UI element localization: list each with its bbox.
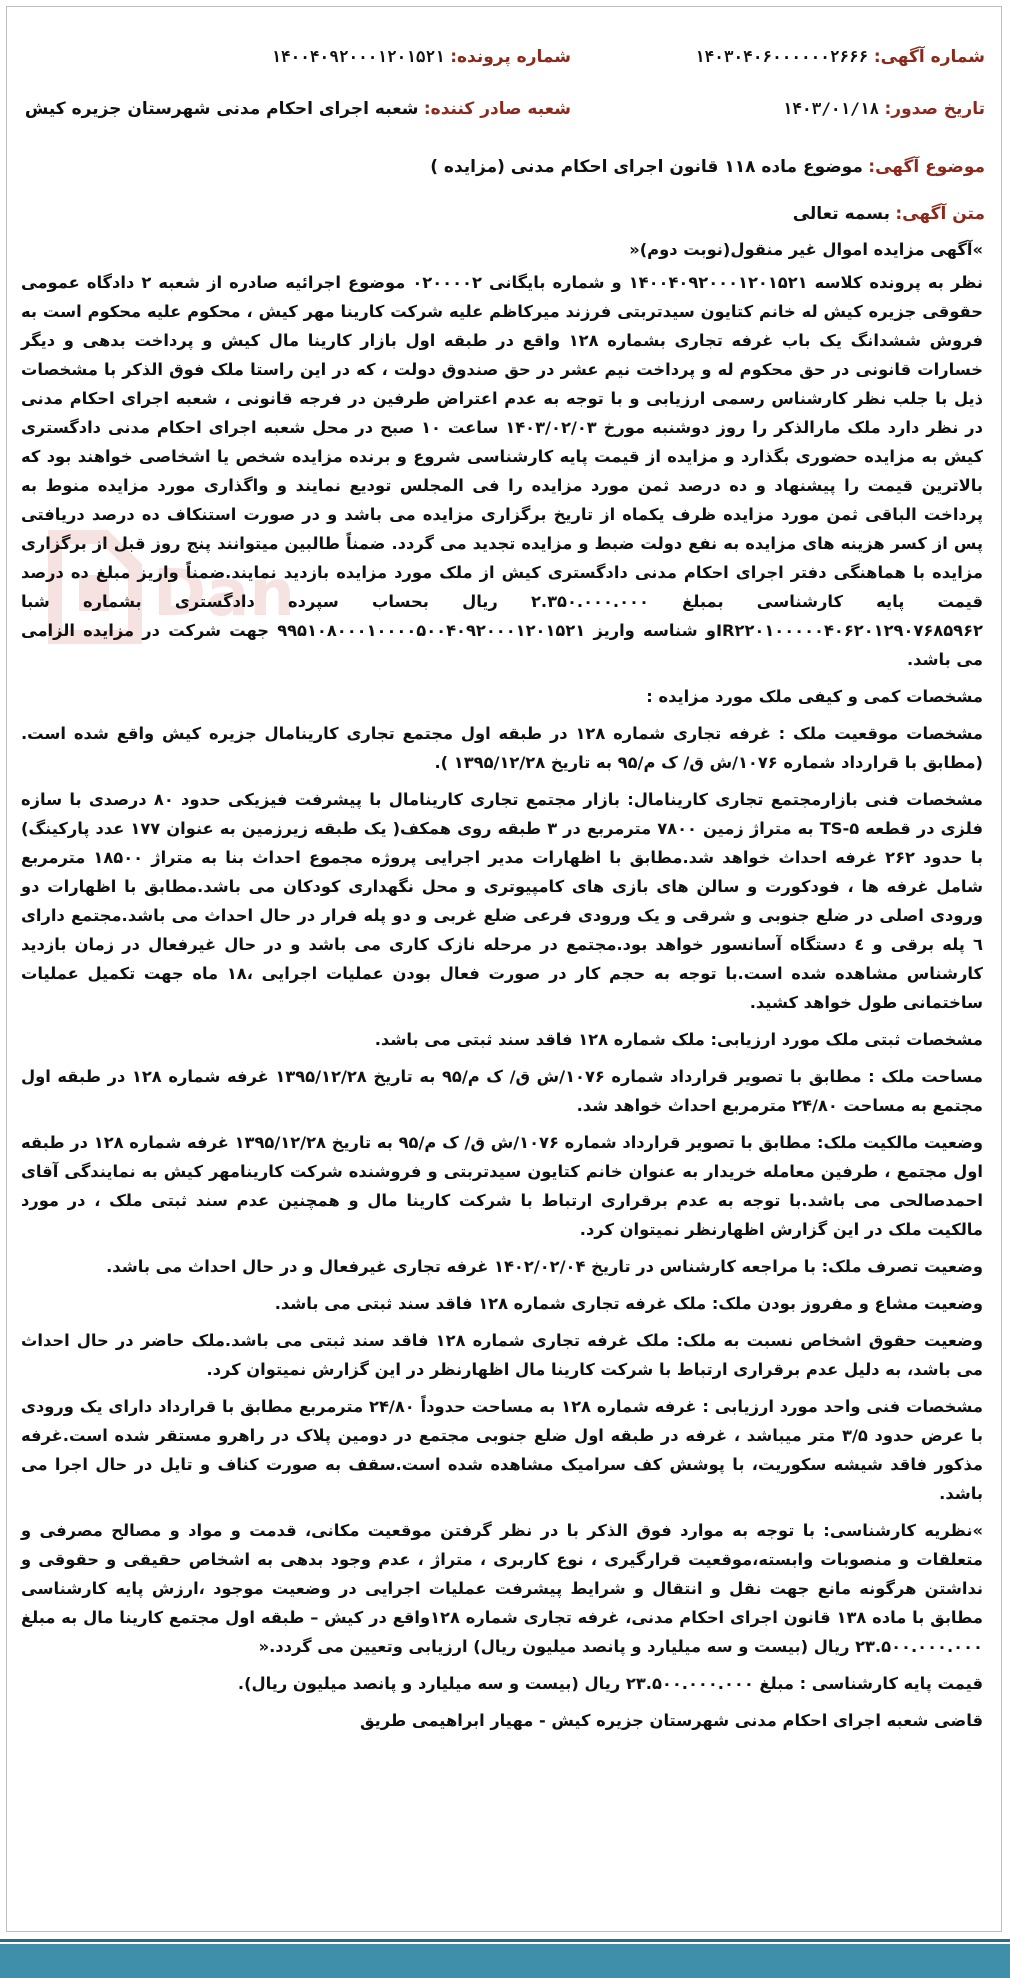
paragraph-intro: نظر به پرونده کلاسه ۱۴۰۰۴۰۹۲۰۰۰۱۲۰۱۵۲۱ و شماره بایگانی ۰۲۰۰۰۰۲ موضوع اجرائیه صادره از شعبه ۲ دادگاه عمومی حقوقی جزیره کیش له خانم کتایون سیدتربتی فرزند میرکاظم علیه شرکت کارینا مهر کیش ، محکوم علیه محکوم است به فروش ششدانگ یک باب غرفه تجاری بشماره ۱۲۸ واقع در طبقه اول بازار کارینا مال کیش و پرداخت بدهی و دیگر خسارات قانونی در حق محکوم له و پرداخت نیم عشر در حق صندوق دولت ، که در این راستا ملک فوق الذکر با مشخصات ذیل با جلب نظر کارشناس رسمی ارزیابی و با توجه به عدم اعتراض طرفین در فرجه قانونی ، شعبه اجرای احکام مدنی در نظر دارد ملک مارالذکر را روز دوشنبه مورخ ۱۴۰۳/۰۲/۰۳ ساعت ۱۰ صبح در محل شعبه اجرای احکام مدنی دادگستری کیش به مزایده حضوری بگذارد و مزایده از قیمت پایه کارشناسی شروع و برنده مزایده شخص یا اشخاصی خواهند بود که بالاترین قیمت را پیشنهاد و ده درصد ثمن مورد مزایده را فی المجلس تودیع نمایند و واگذاری مورد مزایده منوط به پرداخت الباقی ثمن مورد مزایده ظرف یکماه از تاریخ برگزاری مزایده می باشد و در صورت استنکاف ده درصد دریافتی پس از کسر هزینه های مزایده به نفع دولت ضبط و مزایده تجدید می گردد. ضمناً طالبین میتوانند پنج روز قبل از برگزاری مزایده با هماهنگی دفتر اجرای احکام مدنی دادگستری کیش از ملک مورد مزایده بازدید نمایند.ضمناً واریز مبلغ ده درصد قیمت پایه کارشناسی بمبلغ ۲.۳۵۰.۰۰۰.۰۰۰ ریال بحساب سپرده دادگستری بشماره شبا IR۲۲۰۱۰۰۰۰۰۴۰۶۲۰۱۲۹۰۷۶۸۵۹۶۲و شناسه واریز ۹۹۵۱۰۸۰۰۰۱۰۰۰۰۵۰۰۴۰۹۲۰۰۰۱۲۰۱۵۲۱ جهت شرکت در مزایده الزامی می باشد. [21, 273, 983, 669]
footer-divider [0, 1939, 1010, 1942]
paragraph-base-price: قیمت پایه کارشناسی : مبلغ ۲۳.۵۰۰.۰۰۰.۰۰۰ ریال (بیست و سه میلیارد و پانصد میلیون ریال). [237, 1674, 983, 1693]
issuing-branch-row [25, 99, 571, 119]
signature: قاضی شعبه اجرای احکام مدنی شهرستان جزیره کیش - مهیار ابراهیمی طریق [360, 1711, 983, 1730]
ad-number: ۱۴۰۳۰۴۰۶۰۰۰۰۰۰۲۶۶۶ [695, 47, 869, 66]
watermark-text: Dan [153, 557, 295, 631]
text-label-row [793, 204, 985, 224]
issue-date-label: تاریخ صدور: [884, 99, 985, 119]
paragraph-expert-opinion: »نظریه کارشناسی: با توجه به موارد فوق الذکر با در نظر گرفتن موقعیت مکانی، قدمت و مواد و مصالح مصرفی و متعلقات و منصوبات وابسته،موقعیت قرارگیری ، نوع کاربری ، متراژ ، عدم وجود بدهی به اشخاص حقیقی و حقوقی و نداشتن هرگونه مانع جهت نقل و انتقال و شرایط پیشرفت عملیات اجرایی در وضعیت موجود ،ارزش پایه کارشناسی مطابق با ماده ۱۳۸ قانون اجرای احکام مدنی، غرفه تجاری شماره ۱۲۸واقع در کیش – طبقه اول مجتمع کارینا مال به مبلغ ۲۳.۵۰۰.۰۰۰.۰۰۰ ریال (بیست و سه میلیارد و پانصد میلیون ریال) ارزیابی وتعیین می گردد.« [21, 1521, 983, 1656]
paragraph-ownership: وضعیت مالکیت ملک: مطابق با تصویر قرارداد شماره ۱۰۷۶/ش ق/ ک م/۹۵ به تاریخ ۱۳۹۵/۱۲/۲۸ غرفه شماره ۱۲۸ در طبقه اول مجتمع ، طرفین معامله خریدار به عنوان خانم کتایون سیدتربتی و فروشنده شرکت کارینامهر کیش به نمایندگی آقای احمدصالحی می باشد.با توجه به عدم برقراری ارتباط با شرکت کارینا مال و همچنین عدم سند ثبتی ملک ، در مورد مالکیت ملک در این گزارش اظهارنظر نمیتوان کرد. [21, 1133, 983, 1239]
case-number-row [271, 47, 571, 67]
issuing-branch: شعبه اجرای احکام مدنی شهرستان جزیره کیش [24, 99, 419, 119]
issue-date-row [783, 99, 985, 119]
case-number-label: شماره پرونده: [450, 47, 571, 67]
paragraph-area: مساحت ملک : مطابق با تصویر قرارداد شماره ۱۰۷۶/ش ق/ ک م/۹۵ به تاریخ ۱۳۹۵/۱۲/۲۸ غرفه شماره ۱۲۸ در طبقه اول مجتمع به مساحت ۲۴/۸۰ مترمربع احداث خواهد شد. [21, 1067, 983, 1115]
subject: موضوع ماده ۱۱۸ قانون اجرای احکام مدنی (مزایده ) [430, 157, 863, 177]
issuing-branch-label: شعبه صادر کننده: [423, 99, 571, 119]
paragraph-specs-heading: مشخصات کمی و کیفی ملک مورد مزایده : [646, 687, 983, 706]
paragraph-registration: مشخصات ثبتی ملک مورد ارزیابی: ملک شماره ۱۲۸ فاقد سند ثبتی می باشد. [374, 1030, 983, 1049]
paragraph-third-party-rights: وضعیت حقوق اشخاص نسبت به ملک: ملک غرفه تجاری شماره ۱۲۸ فاقد سند ثبتی می باشد.ملک حاضر در حال احداث می باشد، به دلیل عدم برقراری ارتباط با شرکت کارینا مال اظهارنظر در این گزارش نمیتوان کرد. [21, 1331, 983, 1379]
document-page [6, 6, 1002, 1932]
issue-date: ۱۴۰۳/۰۱/۱۸ [782, 99, 880, 118]
ad-number-label: شماره آگهی: [873, 47, 985, 67]
text-intro: بسمه تعالی [792, 204, 890, 224]
paragraph-unit-technical: مشخصات فنی واحد مورد ارزیابی : غرفه شماره ۱۲۸ به مساحت حدوداً ۲۴/۸۰ مترمربع مطابق با قرارداد دارای یک ورودی با عرض حدود ۳/۵ متر میباشد ، غرفه در طبقه اول ضلع جنوبی مجتمع در دومین پلاک در راهرو مستقر شده است.غرفه مذکور فاقد شیشه سکوریت، با پوشش کف سرامیک مشاهده شده است.سقف به صورت کناف و تایل در حال اجرا می باشد. [21, 1397, 983, 1503]
paragraph-shared-status: وضعیت مشاع و مفروز بودن ملک: ملک غرفه تجاری شماره ۱۲۸ فاقد سند ثبتی می باشد. [274, 1294, 983, 1313]
text-label: متن آگهی: [895, 204, 985, 224]
paragraph-location: مشخصات موقعیت ملک : غرفه تجاری شماره ۱۲۸ در طبقه اول مجتمع تجاری کارینامال جزیره کیش واقع شده است.(مطابق با قرارداد شماره ۱۰۷۶/ش ق/ ک م/۹۵ به تاریخ ۱۳۹۵/۱۲/۲۸ ). [21, 724, 983, 772]
subject-label: موضوع آگهی: [868, 157, 985, 177]
footer-band [0, 1944, 1010, 1978]
paragraph-possession: وضعیت تصرف ملک: با مراجعه کارشناس در تاریخ ۱۴۰۲/۰۲/۰۴ غرفه تجاری غیرفعال و در حال احداث می باشد. [106, 1257, 983, 1276]
notice-title: »آگهی مزایده اموال غیر منقول(نوبت دوم)« [629, 240, 983, 259]
subject-row [430, 157, 985, 177]
paragraph-technical-mall: مشخصات فنی بازارمجتمع تجاری کارینامال: بازار مجتمع تجاری کارینامال با پیشرفت فیزیکی حدود ۸۰ درصدی با سازه فلزی در قطعه TS-۵ به متراژ زمین ۷۸۰۰ مترمربع در ۳ طبقه روی همکف( یک طبقه زیرزمین به عنوان ۱۷۷ عدد پارکینگ) با حدود ۲۶۲ غرفه احداث خواهد شد.مطابق با اظهارات مدیر اجرایی پروژه مجموع احداث بنا به متراژ ۱۸۵۰۰ مترمربع شامل غرفه ها ، فودکورت و سالن های بازی های کامپیوتری و محل نگهداری کودکان می باشد.مطابق با اظهارات دو ورودی اصلی در ضلع جنوبی و شرقی و یک ورودی فرعی ضلع غربی و دو پله فرار در حال احداث می باشد.مجتمع دارای ٦ پله برقی و ٤ دستگاه آسانسور خواهد بود.مجتمع در مرحله نازک کاری می باشد و در حال غیرفعال در زمان بازدید کارشناس مشاهده شده است.با توجه به حجم کار در صورت فعال بودن عملیات اجرایی ،۱۸ ماه جهت تکمیل عملیات ساختمانی طول خواهد کشید. [21, 790, 984, 1012]
ad-number-row [695, 47, 985, 67]
notice-body [21, 235, 983, 1743]
case-number: ۱۴۰۰۴۰۹۲۰۰۰۱۲۰۱۵۲۱ [271, 47, 445, 66]
